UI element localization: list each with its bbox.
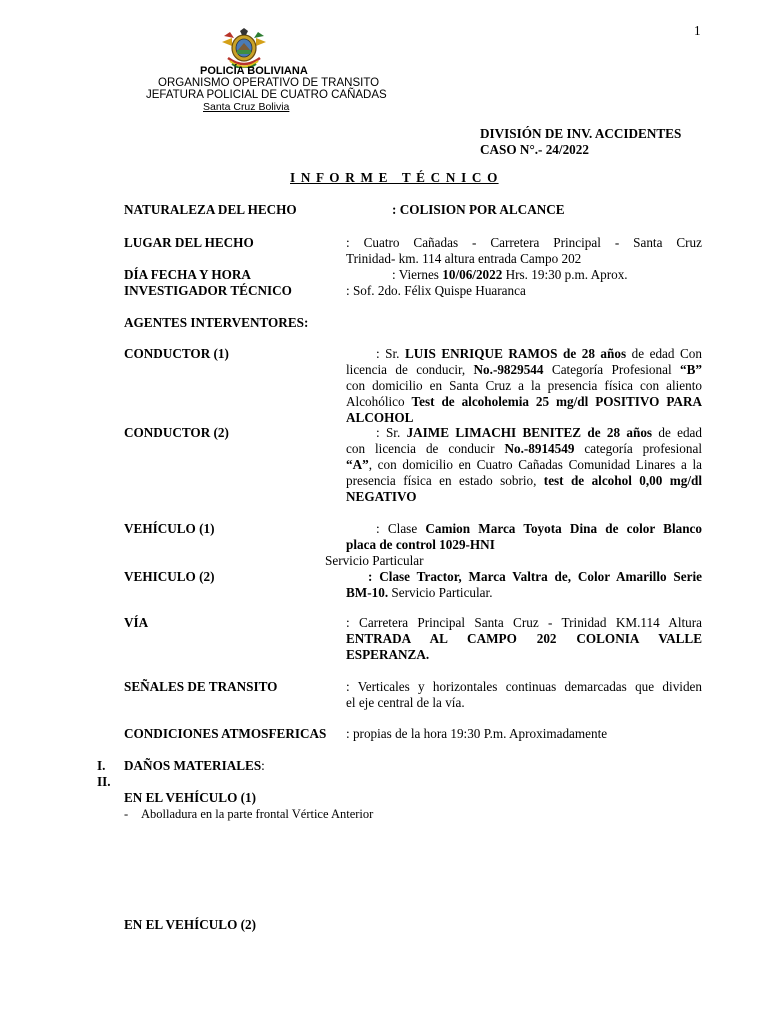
conductor1-label: CONDUCTOR (1) [124,346,229,361]
senales-value [346,679,702,711]
naturaleza-value: : COLISION POR ALCANCE [392,202,565,217]
investigador-value: : Sof. 2do. Félix Quispe Huaranca [346,283,526,298]
vehiculo1-servicio: Servicio Particular [325,553,424,568]
conductor1-value [346,346,702,426]
via-label: VÍA [124,615,149,630]
danos-v2-label: EN EL VEHÍCULO (2) [124,917,257,932]
fecha-suffix: Hrs. 19:30 p.m. Aprox. [502,267,628,282]
section-number-1: I. [97,758,106,773]
danos-v1-label: EN EL VEHÍCULO (1) [124,790,257,805]
lugar-line2: Trinidad- km. 114 altura entrada Campo 202 [346,251,582,266]
via-line2: ENTRADA AL CAMPO 202 COLONIA VALLE [346,631,702,646]
org-line1: ORGANISMO OPERATIVO DE TRANSITO [158,77,380,89]
fecha-label: DÍA FECHA Y HORA [124,267,251,282]
conductor2-line3: “A”, con domicilio en Cuatro Cañadas Comunidad Linares a la [346,457,702,472]
fecha-date: 10/06/2022 [442,267,503,282]
naturaleza-label: NATURALEZA DEL HECHO [124,202,297,217]
condiciones-label: CONDICIONES ATMOSFERICAS [124,726,327,741]
danos-v1-item: Abolladura en la parte frontal Vértice Anterior [141,807,374,821]
conductor2-line2: con licencia de conducir No.-8914549 categoría profesional [346,441,702,456]
section-number-2: II. [97,774,111,789]
lugar-line1: : Cuatro Cañadas - Carretera Principal - Santa Cruz [346,235,702,250]
vehiculo2-line1: : Clase Tractor, Marca Valtra de, Color Amarillo Serie [368,569,702,584]
senales-line2: el eje central de la vía. [346,695,465,710]
lugar-value [346,235,702,267]
vehiculo2-line2: BM-10. Servicio Particular. [346,585,493,600]
senales-line1: : Verticales y horizontales continuas demarcadas que dividen [346,679,702,694]
conductor2-line5: NEGATIVO [346,489,417,504]
via-line1: : Carretera Principal Santa Cruz - Trinidad KM.114 Altura [346,615,702,630]
conductor2-label: CONDUCTOR (2) [124,425,229,440]
conductor1-line2: licencia de conducir, No.-9829544 Categoría Profesional “B” [346,362,702,377]
conductor2-value [346,425,702,505]
conductor1-line1: : Sr. LUIS ENRIQUE RAMOS de 28 años de edad Con [376,346,702,361]
condiciones-value: : propias de la hora 19:30 P.m. Aproximadamente [346,726,608,741]
vehiculo1-label: VEHÍCULO (1) [124,521,215,536]
lugar-label: LUGAR DEL HECHO [124,235,254,250]
org-location: Santa Cruz Bolivia [203,101,290,113]
division-title: DIVISIÓN DE INV. ACCIDENTES [480,126,682,141]
investigador-label: INVESTIGADOR TÉCNICO [124,283,292,298]
page-number: 1 [694,23,701,38]
fecha-prefix: : Viernes [392,267,443,282]
conductor2-line1: : Sr. JAIME LIMACHI BENITEZ de 28 años de edad [376,425,702,440]
conductor1-line3: con domicilio en Santa Cruz a la presencia física con aliento [346,378,702,393]
case-number: CASO N°.- 24/2022 [480,142,589,157]
fecha-value [392,267,628,283]
conductor2-line4: presencia física en estado sobrio, test de alcohol 0,00 mg/dl [346,473,703,488]
vehiculo1-value [346,521,702,553]
org-name: POLICÍA BOLIVIANA [200,65,308,77]
org-line2: JEFATURA POLICIAL DE CUATRO CAÑADAS [146,89,387,101]
police-emblem-icon [220,28,268,68]
conductor1-line4: Alcohólico Test de alcoholemia 25 mg/dl POSITIVO PARA [346,394,702,409]
vehiculo2-label: VEHICULO (2) [124,569,215,584]
via-value [346,615,702,663]
danos-v1-bullet: - [124,807,129,821]
senales-label: SEÑALES DE TRANSITO [124,679,278,694]
vehiculo1-line2: placa de control 1029-HNI [346,537,495,552]
report-title: I N F O R M E T É C N I C O [290,170,499,185]
vehiculo2-value [346,569,702,601]
vehiculo1-line1: : Clase Camion Marca Toyota Dina de color Blanco [376,521,702,536]
via-line3: ESPERANZA. [346,647,430,662]
danos-heading: DAÑOS MATERIALES: [124,758,265,773]
agentes-label: AGENTES INTERVENTORES: [124,315,309,330]
conductor1-line5: ALCOHOL [346,410,414,425]
